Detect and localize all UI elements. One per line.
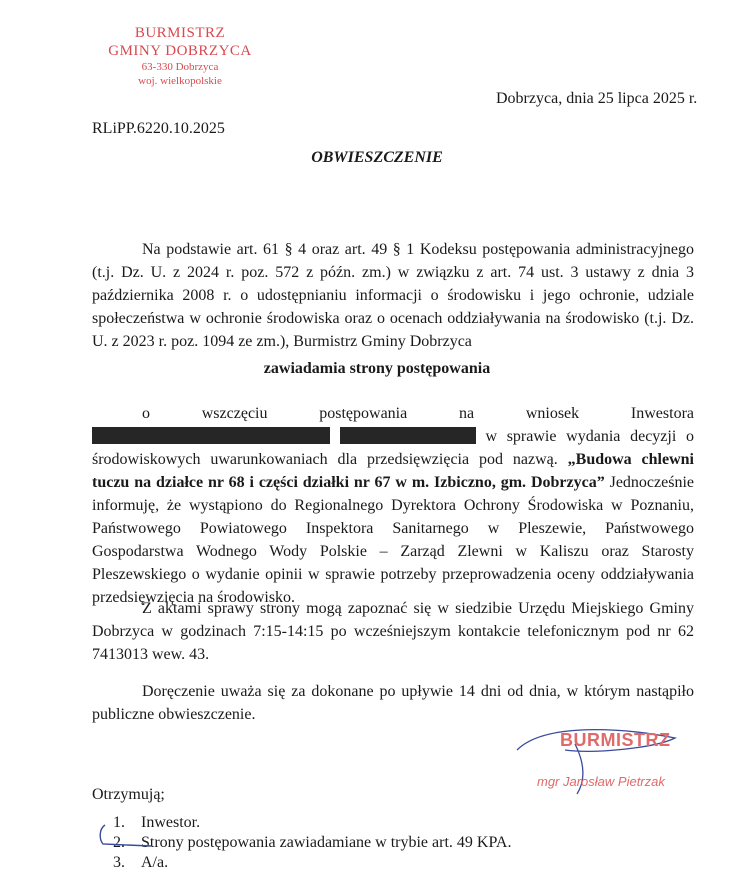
paragraph-text: w sprawie wydania decyzji o środowiskowych uwarunkowaniach dla przedsięwzięcia pod nazwą. xyxy=(92,428,695,468)
item-number: 2. xyxy=(113,834,125,851)
stamp-line: woj. wielkopolskie xyxy=(138,75,222,87)
receivers-list xyxy=(113,813,511,873)
redacted-investor-name xyxy=(92,427,330,444)
stamp-line: BURMISTRZ xyxy=(134,25,226,41)
handwritten-check-mark xyxy=(95,823,155,849)
list-item xyxy=(113,833,511,853)
paragraph-text: Jednocześnie informuję, że wystąpiono do Regionalnego Dyrektora Ochrony Środowiska w Poznaniu, Państwowego Powiatowego Inspektora Sanitarnego w Pleszewie, Państwowego Gospodarstwa Wodnego Wody Polskie – Zarząd Zlewni w Kaliszu oraz Starosty Pleszewskiego o wydanie opinii w sprawie potrzeby przeprowadzenia oceny oddziaływania przedsięwzięcia na środowisko. xyxy=(92,474,694,606)
signatory-name: mgr Jarosław Pietrzak xyxy=(537,774,665,789)
document-date: Dobrzyca, dnia 25 lipca 2025 r. xyxy=(496,90,698,107)
stamp-line: 63-330 Dobrzyca xyxy=(141,61,219,73)
document-title: OBWIESZCZENIE xyxy=(311,149,443,166)
paragraph-text: o wszczęciu postępowania na wniosek Inwestora xyxy=(142,405,694,422)
item-text: Inwestor. xyxy=(141,814,201,831)
item-text: Strony postępowania zawiadamiane w trybie art. 49 KPA. xyxy=(141,834,512,851)
proceedings-paragraph xyxy=(92,402,694,609)
item-number: 1. xyxy=(113,814,125,831)
office-stamp xyxy=(100,24,260,88)
list-item xyxy=(113,853,511,873)
stamp-line: GMINY DOBRZYCA xyxy=(108,43,252,59)
reference-number: RLiPP.6220.10.2025 xyxy=(92,120,225,137)
files-access-paragraph: Z aktami sprawy strony mogą zapoznać się w siedzibie Urzędu Miejskiego Gminy Dobrzyca w godzinach 7:15-14:15 po wcześniejszym kontakcie telefonicznym pod nr 62 7413013 wew. 43. xyxy=(92,600,694,663)
legal-basis-paragraph: Na podstawie art. 61 § 4 oraz art. 49 § 1 Kodeksu postępowania administracyjnego (t.j. Dz. U. z 2024 r. poz. 572 z późn. zm.) w związku z art. 74 ust. 3 ustawy z dnia 3 października 2008 r. o udostępnianiu informacji o środowisku i jego ochronie, udziale społeczeństwa w ochronie środowiska oraz o ocenach oddziaływania na środowisko (t.j. Dz. U. z 2023 r. poz. 1094 ze zm.), Burmistrz Gminy Dobrzyca xyxy=(92,241,694,350)
item-text: A/a. xyxy=(141,854,169,871)
item-number: 3. xyxy=(113,854,125,871)
signature-title: BURMISTRZ xyxy=(560,730,671,750)
delivery-paragraph: Doręczenie uważa się za dokonane po upływie 14 dni od dnia, w którym nastąpiło publiczne obwieszczenie. xyxy=(92,683,694,723)
project-name: „Budowa chlewni tuczu na działce nr 68 i części działki nr 67 w m. Izbiczno, gm. Dobrzyca” xyxy=(92,451,694,491)
list-item xyxy=(113,813,511,833)
announcement-heading: zawiadamia strony postępowania xyxy=(263,360,491,377)
receivers-label: Otrzymują; xyxy=(92,786,165,803)
redacted-investor-address xyxy=(340,427,476,444)
